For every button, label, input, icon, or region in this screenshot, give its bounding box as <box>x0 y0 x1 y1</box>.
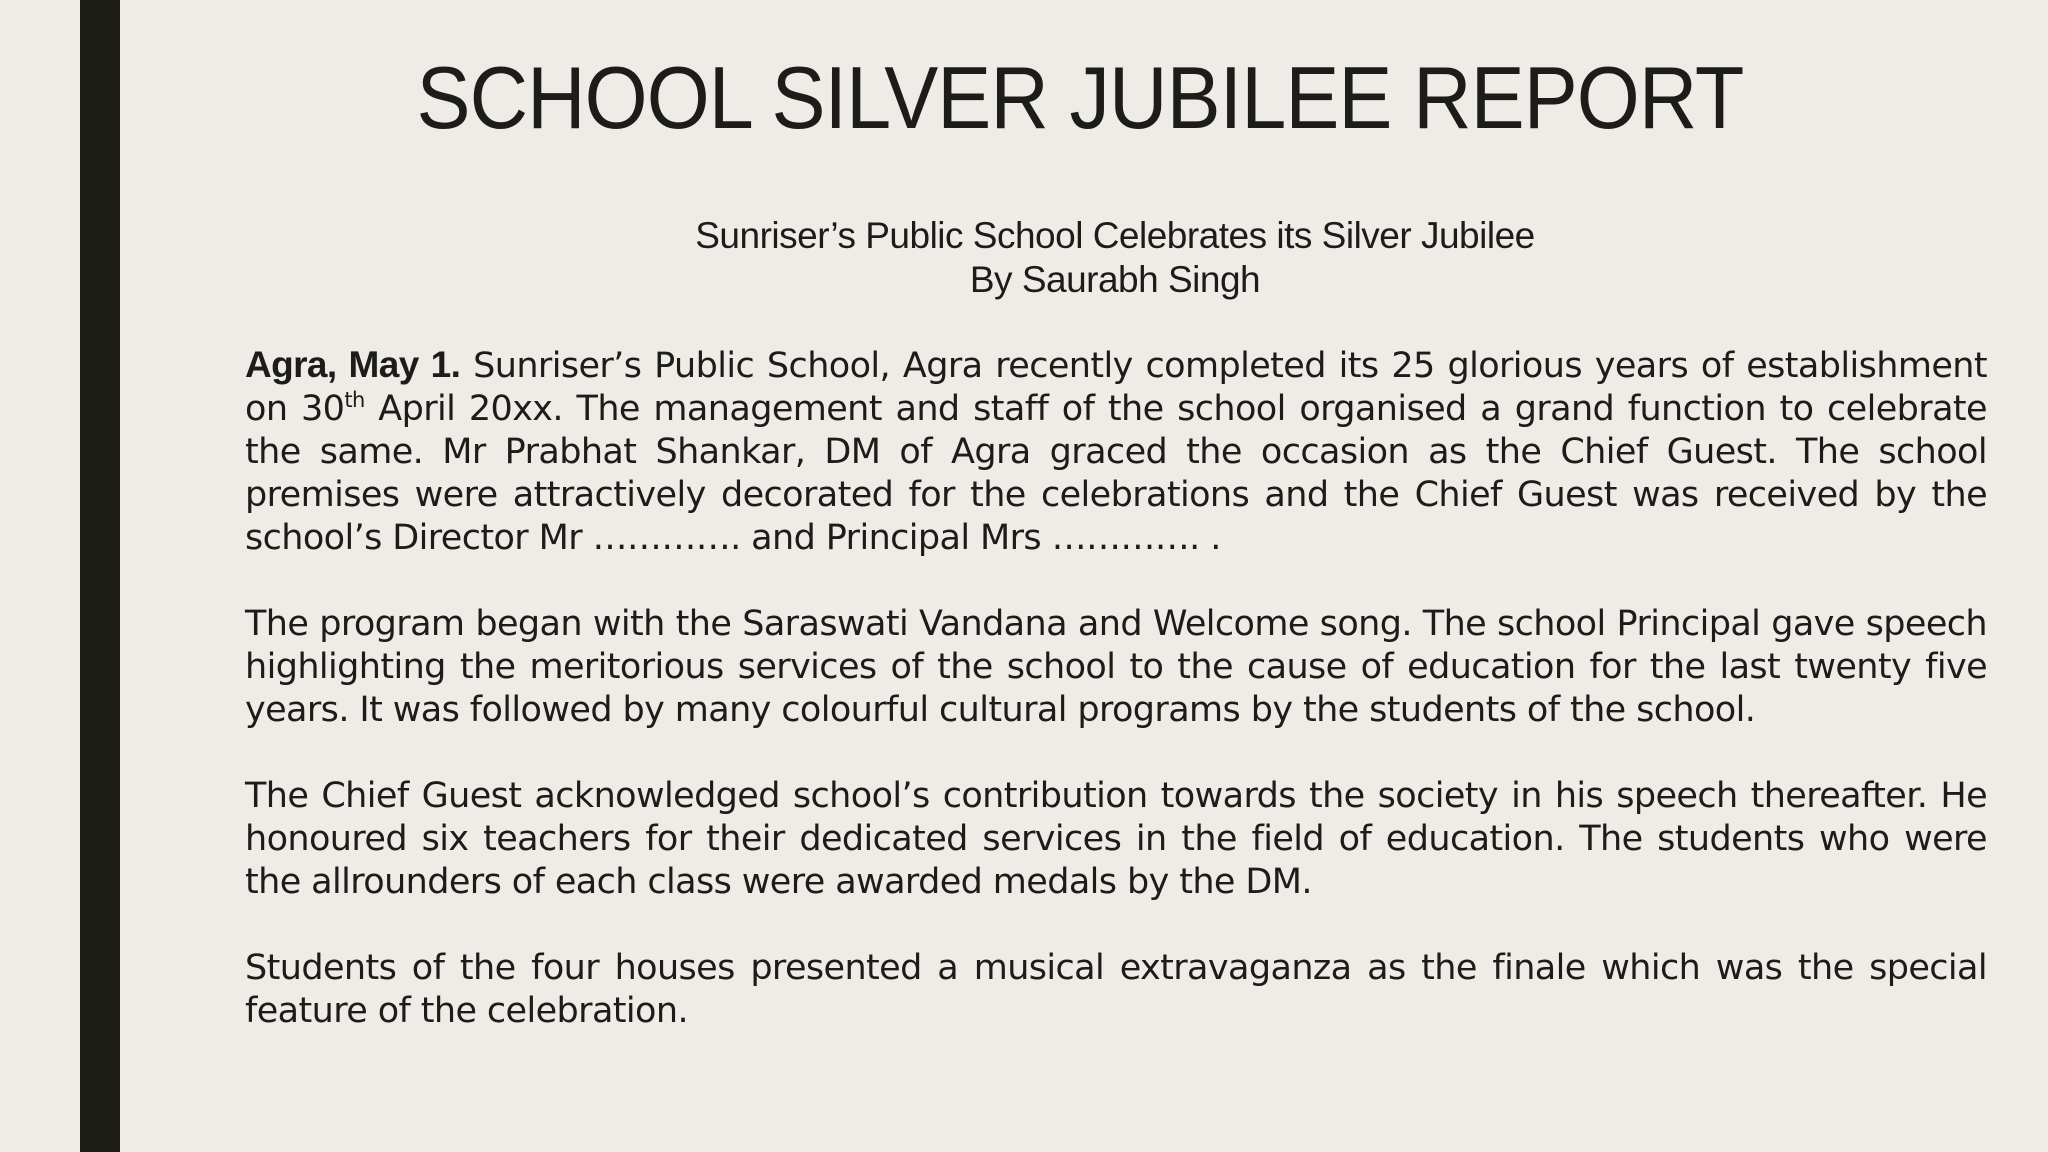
headline: Sunriser’s Public School Celebrates its Silver Jubilee <box>695 215 1535 256</box>
ordinal-superscript: th <box>344 388 365 412</box>
report-body <box>245 343 1987 1076</box>
dateline: Agra, May 1. <box>245 344 461 385</box>
paragraph-2: The program began with the Saraswati Vandana and Welcome song. The school Principal gave speech highlighting the meritorious services of the school to the cause of education for the last twenty five years. It was followed by many colourful cultural programs by the students of the school. <box>245 604 1987 730</box>
report-title: SCHOOL SILVER JUBILEE REPORT <box>416 48 1744 147</box>
paragraph-1-text-b: April 20xx. The management and staff of the school organised a grand function to celebrate the same. Mr Prabhat Shankar, DM of Agra graced the occasion as the Chief Guest. The school premises were attractively decorated for the celebrations and the Chief Guest was received by the school’s Director Mr …………. and Principal Mrs …………. . <box>245 389 1987 558</box>
paragraph-4: Students of the four houses presented a musical extravaganza as the finale which was the special feature of the celebration. <box>245 948 1987 1031</box>
paragraph-1 <box>245 343 1987 560</box>
decorative-side-bar <box>80 0 120 1152</box>
paragraph-3: The Chief Guest acknowledged school’s contribution towards the society in his speech thereafter. He honoured six teachers for their dedicated services in the field of education. The students who were the allrounders of each class were awarded medals by the DM. <box>245 776 1987 902</box>
headline-block <box>245 214 1985 302</box>
paragraph-1-text-a: Sunriser’s Public School, Agra recently completed its 25 glorious years of establishment on 30 <box>245 346 1987 429</box>
byline: By Saurabh Singh <box>969 259 1261 300</box>
